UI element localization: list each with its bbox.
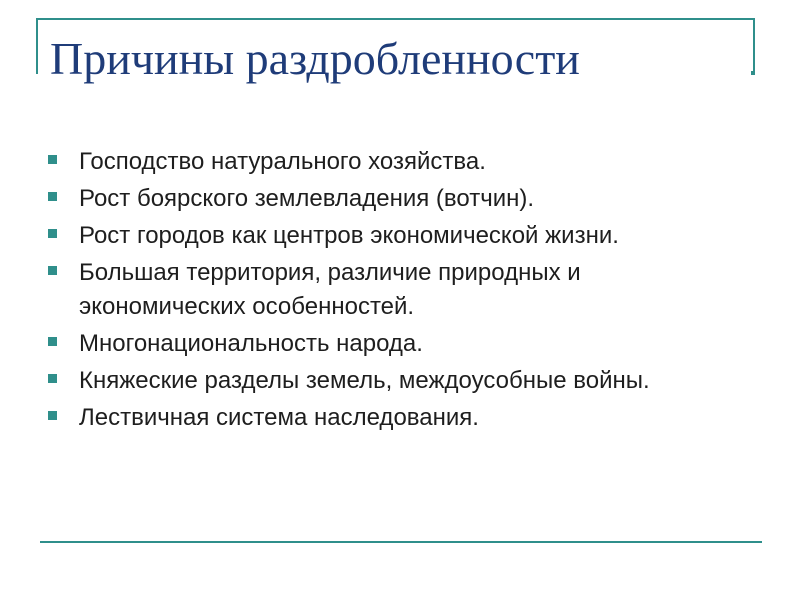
bullet-text: Лествичная система наследования.: [79, 404, 479, 431]
title-frame-dot: [751, 71, 755, 75]
bullet-item: [48, 364, 748, 398]
title-frame-right-line: [753, 18, 755, 74]
bullet-item: [48, 256, 748, 324]
square-bullet-icon: [48, 229, 57, 238]
bullet-item: [48, 401, 748, 435]
title-frame-top-line: [36, 18, 755, 20]
bullet-item: [48, 182, 748, 216]
square-bullet-icon: [48, 192, 57, 201]
square-bullet-icon: [48, 337, 57, 346]
footer-divider-line: [40, 541, 762, 543]
bullet-item: [48, 219, 748, 253]
bullet-text: Господство натурального хозяйства.: [79, 148, 486, 175]
square-bullet-icon: [48, 374, 57, 383]
bullet-text: Многонациональность народа.: [79, 330, 423, 357]
bullet-text: Княжеские разделы земель, междоусобные войны.: [79, 367, 650, 394]
bullet-item: [48, 327, 748, 361]
bullet-text: Большая территория, различие природных и экономических особенностей.: [79, 259, 581, 320]
square-bullet-icon: [48, 266, 57, 275]
title-frame-left-line: [36, 18, 38, 74]
square-bullet-icon: [48, 411, 57, 420]
bullet-text: Рост городов как центров экономической жизни.: [79, 222, 619, 249]
square-bullet-icon: [48, 155, 57, 164]
bullet-text: Рост боярского землевладения (вотчин).: [79, 185, 535, 212]
bullet-item: [48, 145, 748, 179]
bullet-list: [48, 145, 748, 438]
slide-title: Причины раздробленности: [50, 33, 580, 84]
